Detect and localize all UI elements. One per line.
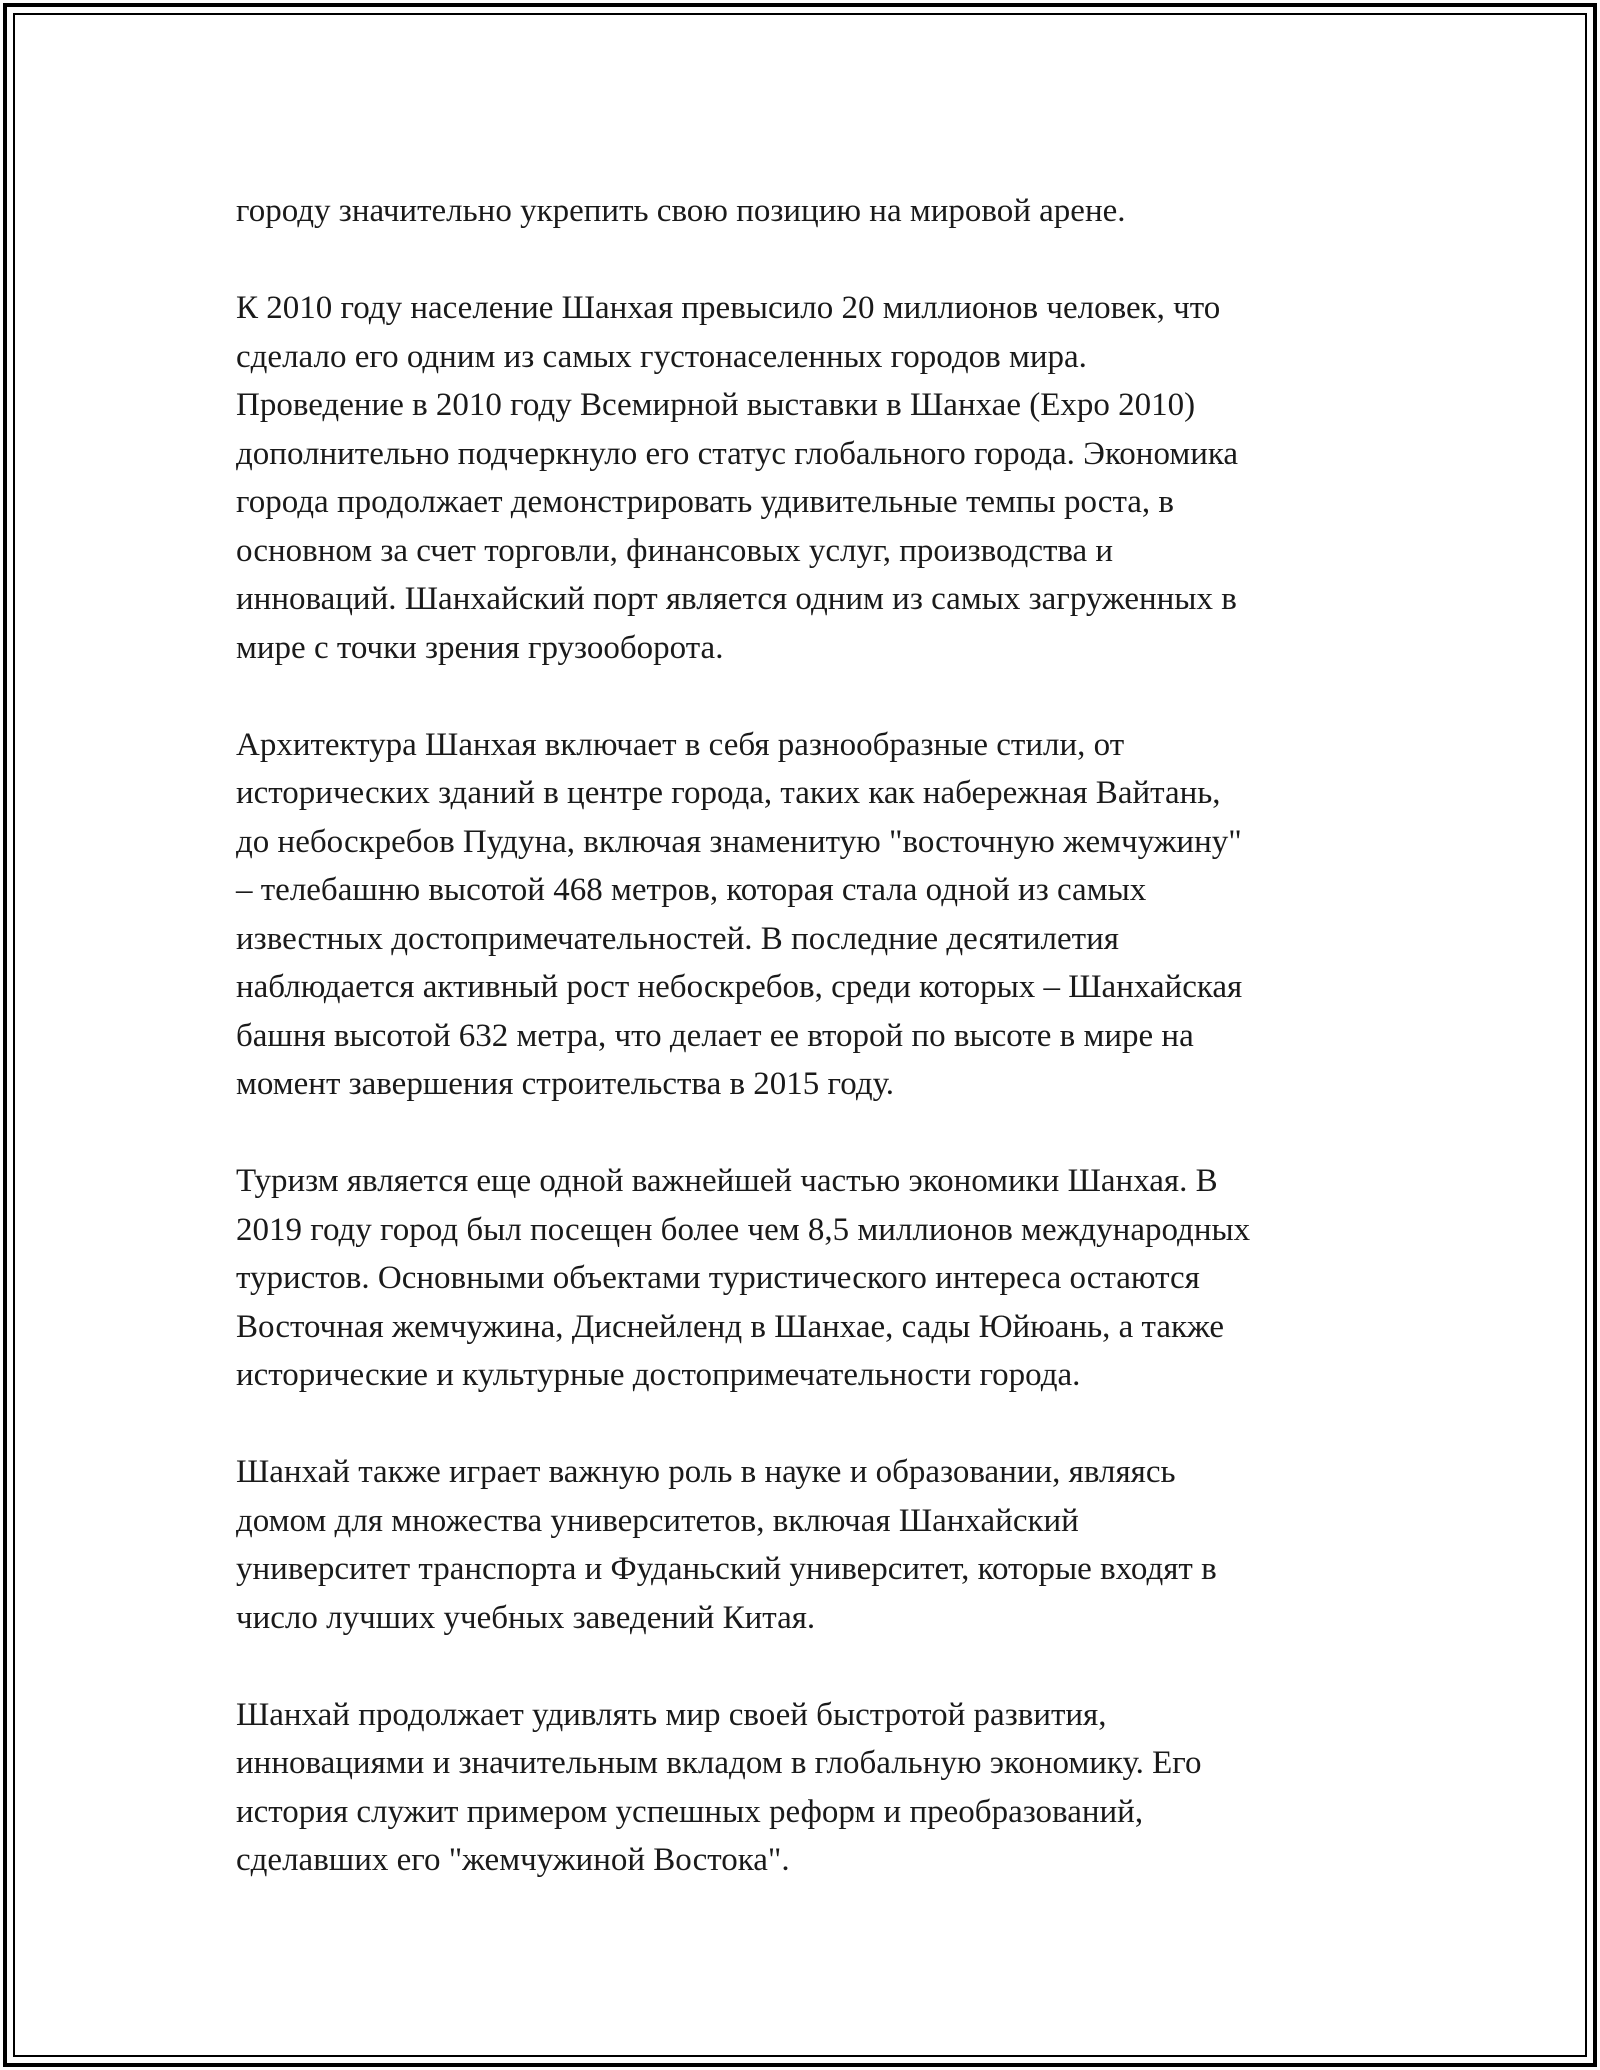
paragraph-2: К 2010 году население Шанхая превысило 20 миллионов человек, что сделало его одним из самых густонаселенных городов мира. Проведение в 2010 году Всемирной выставки в Шанхае (Expo 2010) дополнительно подчеркнуло его статус глобального города. Экономика города продолжает демонстрировать удивительные темпы роста, в основном за счет торговли, финансовых услуг, производства и инноваций. Шанхайский порт является одним из самых загруженных в мире с точки зрения грузооборота. — [236, 290, 1239, 666]
paragraph-3: Архитектура Шанхая включает в себя разнообразные стили, от исторических зданий в центре города, таких как набережная Вайтань, до небоскребов Пудуна, включая знаменитую "восточную жемчужину" – телебашню высотой 468 метров, которая стала одной из самых известных достопримечательностей. В последние десятилетия наблюдается активный рост небоскребов, среди которых – Шанхайская башня высотой 632 метра, что делает ее второй по высоте в мире на момент завершения строительства в 2015 году. — [236, 726, 1243, 1102]
paragraph-6: Шанхай продолжает удивлять мир своей быстротой развития, инновациями и значительным вкладом в глобальную экономику. Его история служит примером успешных реформ и преобразований, сделавших его "жемчужиной Востока". — [236, 1696, 1202, 1878]
document-body — [236, 187, 1386, 1885]
paragraph-4: Туризм является еще одной важнейшей частью экономики Шанхая. В 2019 году город был посещен более чем 8,5 миллионов международных туристов. Основными объектами туристического интереса остаются Восточная жемчужина, Диснейленд в Шанхае, сады Юйюань, а также исторические и культурные достопримечательности города. — [236, 1163, 1251, 1393]
paragraph-1: городу значительно укрепить свою позицию на мировой арене. — [236, 193, 1126, 229]
paragraph-5: Шанхай также играет важную роль в науке и образовании, являясь домом для множества университетов, включая Шанхайский университет транспорта и Фуданьский университет, которые входят в число лучших учебных заведений Китая. — [236, 1454, 1217, 1636]
